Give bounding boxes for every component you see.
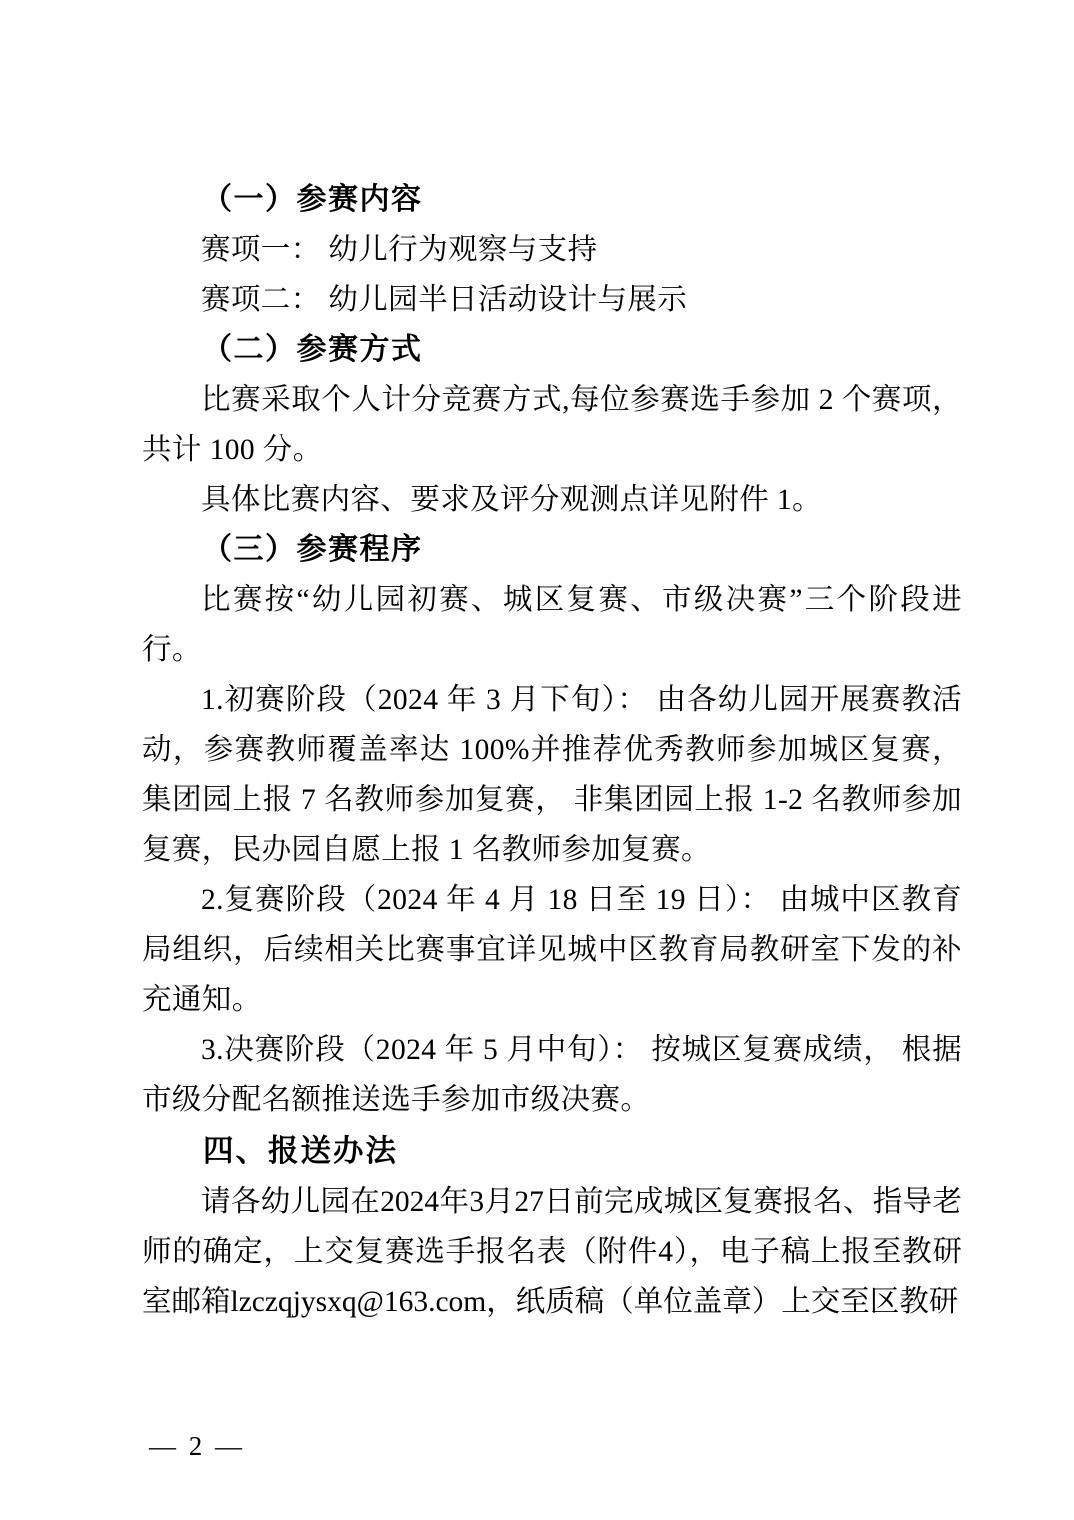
section-3-stage-1: 1.初赛阶段（2024 年 3 月下旬）： 由各幼儿园开展赛教活动，参赛教师覆盖率达 100%并推荐优秀教师参加城区复赛，集团园上报 7 名教师参加复赛， 非集团园上报 1-2 名教师参加复赛，民办园自愿上报 1 名教师参加复赛。 <box>142 684 962 866</box>
document-body <box>142 175 962 1327</box>
section-2-paragraph-1: 比赛采取个人计分竞赛方式,每位参赛选手参加 2 个赛项，共计 100 分。 <box>142 384 962 466</box>
section-4-paragraph-1: 请各幼儿园在2024年3月27日前完成城区复赛报名、指导老师的确定，上交复赛选手报名表（附件4），电子稿上报至教研室邮箱lzczqjysxq@163.com，纸质稿（单位盖章）上交至区教研 <box>142 1186 962 1318</box>
section-heading-3: （三）参赛程序 <box>202 533 423 566</box>
section-1-paragraph-2: 赛项二： 幼儿园半日活动设计与展示 <box>201 284 688 316</box>
section-2-paragraph-2: 具体比赛内容、要求及评分观测点详见附件 1。 <box>201 484 822 516</box>
page-number: — 2 — <box>149 1431 245 1461</box>
page-footer <box>0 1431 1074 1462</box>
section-3-stage-2: 2.复赛阶段（2024 年 4 月 18 日至 19 日）： 由城中区教育局组织，后续相关比赛事宜详见城中区教育局教研室下发的补充通知。 <box>142 884 962 1016</box>
section-heading-4: 四、报送办法 <box>203 1134 398 1168</box>
section-heading-2: （二）参赛方式 <box>202 333 423 366</box>
section-1-paragraph-1: 赛项一： 幼儿行为观察与支持 <box>201 234 598 266</box>
section-3-paragraph-1: 比赛按“幼儿园初赛、城区复赛、市级决赛”三个阶段进行。 <box>142 584 962 666</box>
section-3-stage-3: 3.决赛阶段（2024 年 5 月中旬）： 按城区复赛成绩， 根据市级分配名额推送选手参加市级决赛。 <box>142 1034 962 1116</box>
section-heading-1: （一）参赛内容 <box>202 183 423 216</box>
